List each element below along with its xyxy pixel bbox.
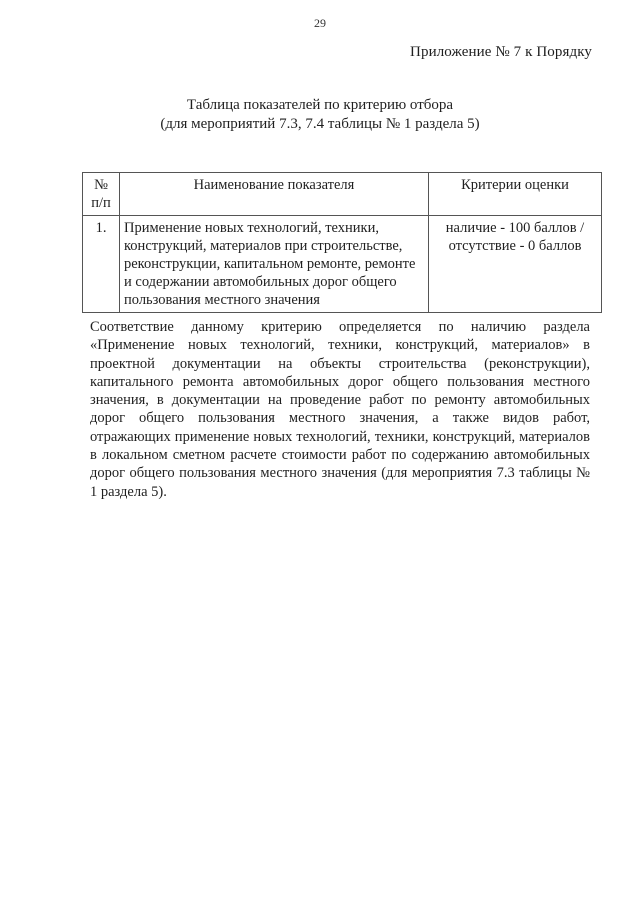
page-number: 29 [314, 16, 326, 30]
header-criteria: Критерии оценки [429, 173, 602, 216]
table-title [0, 96, 640, 134]
row-num: 1. [83, 216, 120, 313]
table-title-line-2: (для мероприятий 7.3, 7.4 таблицы № 1 раздела 5) [160, 116, 480, 132]
table-header-row [83, 173, 602, 216]
row-name: Применение новых технологий, техники, конструкций, материалов при строительстве, реконструкции, капитальном ремонте, ремонте и содержании автомобильных дорог общего пользования местного значения [120, 216, 429, 313]
table-row [83, 216, 602, 313]
appendix-header: Приложение № 7 к Порядку [410, 44, 592, 60]
criteria-table [82, 172, 602, 313]
header-num: № п/п [83, 173, 120, 216]
table-title-line-1: Таблица показателей по критерию отбора [186, 97, 454, 113]
body-paragraph: Соответствие данному критерию определяется по наличию раздела «Применение новых технологий, техники, конструкций, материалов» в проектной документации на объекты строительства (реконструкции), капитального ремонта автомобильных дорог общего пользования местного значения, в документации на проведение работ по ремонту автомобильных дорог общего пользования местного значения, а также видов работ, отражающих применение новых технологий, техники, конструкций, материалов в локальном сметном расчете стоимости работ по содержанию автомобильных дорог общего пользования местного значения (для мероприятия 7.3 таблицы № 1 раздела 5). [90, 319, 590, 500]
row-criteria: наличие - 100 баллов / отсутствие - 0 баллов [429, 216, 602, 313]
header-name: Наименование показателя [120, 173, 429, 216]
